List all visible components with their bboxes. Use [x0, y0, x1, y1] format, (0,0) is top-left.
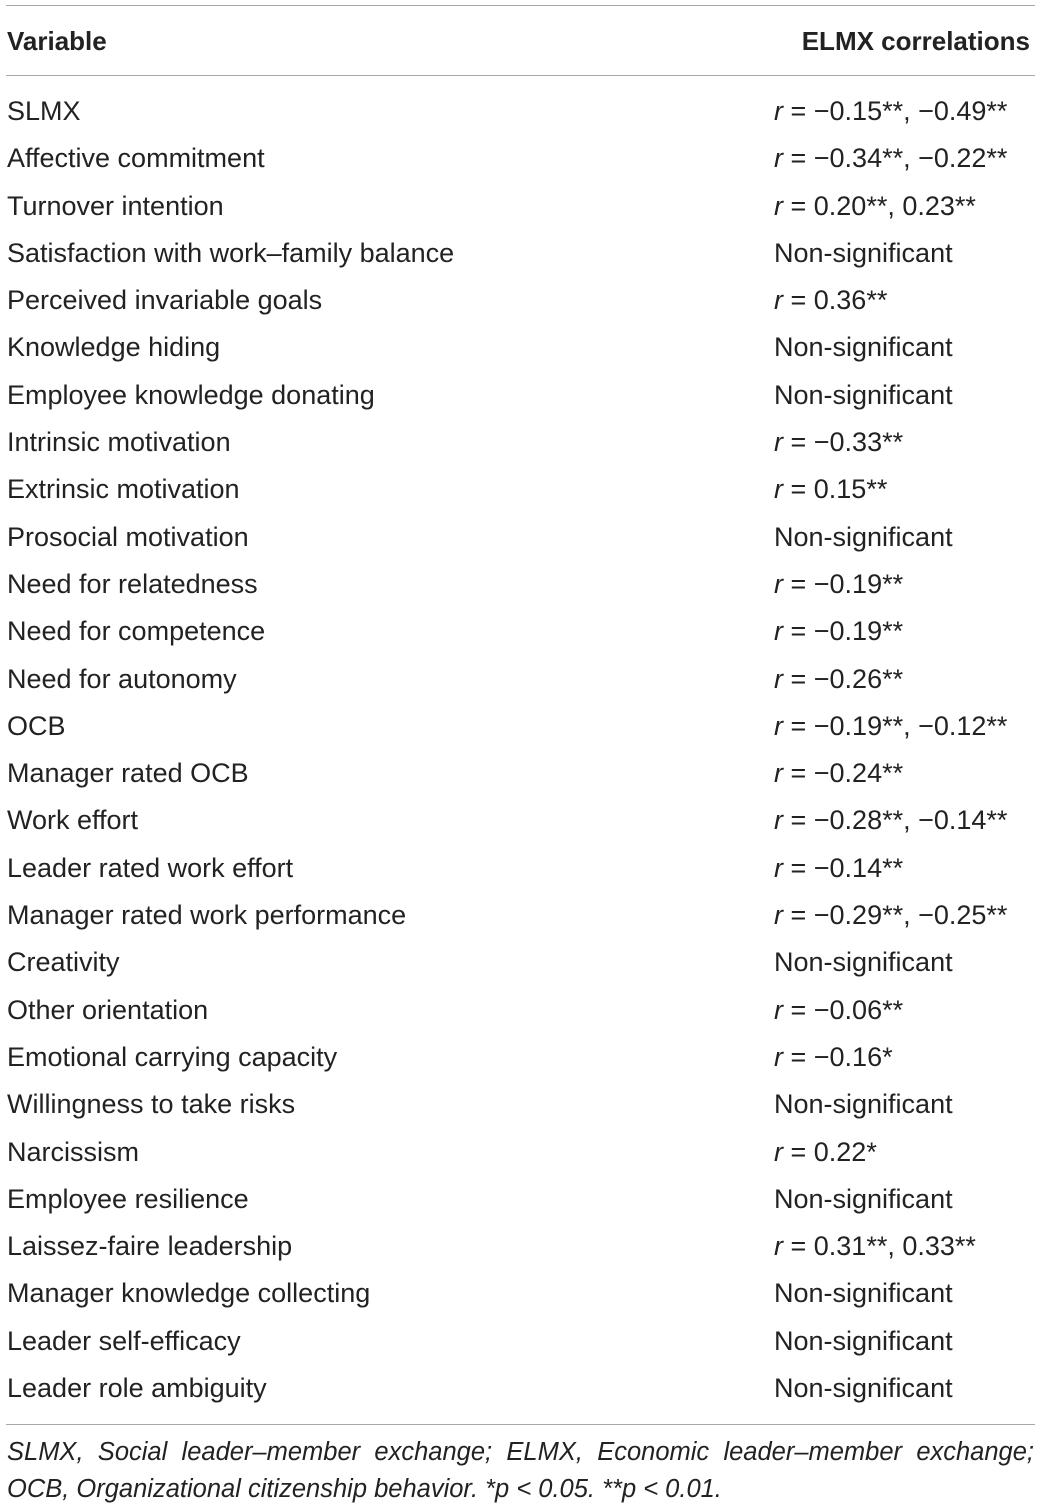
- correlation-cell: [774, 183, 976, 230]
- correlation-value: Non-significant: [774, 1089, 953, 1120]
- table-row: [0, 750, 1041, 797]
- table-row: [0, 183, 1041, 230]
- variable-cell: Manager rated work performance: [7, 900, 407, 931]
- correlation-cell: [774, 1176, 953, 1223]
- variable-cell: Work effort: [7, 805, 139, 836]
- table-row: [0, 372, 1041, 419]
- table-row: [0, 514, 1041, 561]
- variable-cell: Satisfaction with work–family balance: [7, 237, 455, 268]
- variable-cell: Employee knowledge donating: [7, 379, 375, 410]
- correlation-cell: [774, 1318, 953, 1365]
- correlation-cell: [774, 939, 953, 986]
- variable-cell: Other orientation: [7, 994, 209, 1025]
- table-row: [0, 230, 1041, 277]
- r-symbol: r: [774, 758, 783, 789]
- r-symbol: r: [774, 663, 783, 694]
- correlation-cell: [774, 1365, 953, 1412]
- correlation-cell: [774, 561, 903, 608]
- correlation-cell: [774, 987, 903, 1034]
- correlation-cell: [774, 372, 953, 419]
- correlation-cell: [774, 656, 903, 703]
- variable-cell: SLMX: [7, 96, 81, 126]
- r-symbol: r: [774, 427, 783, 458]
- table-row: [0, 1223, 1041, 1270]
- table-bottom-rule: [6, 1424, 1035, 1425]
- correlation-value: = 0.15**: [783, 474, 888, 505]
- correlation-value: = −0.16*: [783, 1041, 893, 1072]
- correlation-value: = −0.28**, −0.14**: [783, 805, 1008, 836]
- table-header-rule: [6, 75, 1035, 76]
- variable-cell: OCB: [7, 710, 66, 741]
- variable-cell: Need for competence: [7, 616, 266, 647]
- correlation-cell: [774, 277, 887, 324]
- table-top-rule: [6, 5, 1035, 6]
- variable-cell: Affective commitment: [7, 143, 265, 174]
- correlation-value: = −0.19**: [783, 616, 904, 647]
- table-row: [0, 845, 1041, 892]
- correlation-cell: [774, 608, 903, 655]
- r-symbol: r: [774, 568, 783, 599]
- correlation-cell: [774, 1129, 877, 1176]
- r-symbol: r: [774, 1041, 783, 1072]
- table-row: [0, 1081, 1041, 1128]
- variable-cell: Employee resilience: [7, 1183, 249, 1214]
- correlation-value: = −0.26**: [783, 663, 904, 694]
- r-symbol: r: [774, 805, 783, 836]
- correlation-cell: [774, 845, 903, 892]
- variable-cell: Leader rated work effort: [7, 852, 294, 883]
- r-symbol: r: [774, 994, 783, 1025]
- correlations-column-header: ELMX correlations: [801, 26, 1030, 56]
- correlation-value: = −0.33**: [783, 427, 904, 458]
- correlation-cell: [774, 1270, 953, 1317]
- table-row: [0, 892, 1041, 939]
- correlation-value: = −0.24**: [783, 758, 904, 789]
- correlation-cell: [774, 797, 1007, 844]
- r-symbol: r: [774, 190, 783, 221]
- table-row: [0, 88, 1041, 135]
- correlation-value: = −0.15**, −0.49**: [783, 96, 1008, 126]
- table-header-row: [0, 20, 1041, 62]
- table-row: [0, 656, 1041, 703]
- correlation-value: = 0.20**, 0.23**: [783, 190, 976, 221]
- correlation-value: Non-significant: [774, 947, 953, 978]
- variable-cell: Willingness to take risks: [7, 1089, 296, 1120]
- correlation-cell: [774, 892, 1007, 939]
- variable-cell: Prosocial motivation: [7, 521, 249, 552]
- table-row: [0, 797, 1041, 844]
- variable-column-header: Variable: [7, 26, 107, 56]
- r-symbol: r: [774, 710, 783, 741]
- correlation-cell: [774, 466, 887, 513]
- correlation-value: = 0.31**, 0.33**: [783, 1231, 976, 1262]
- correlation-value: = 0.36**: [783, 285, 888, 316]
- r-symbol: r: [774, 143, 783, 174]
- table-row: [0, 1129, 1041, 1176]
- correlation-value: = 0.22*: [783, 1136, 877, 1167]
- variable-cell: Need for autonomy: [7, 663, 237, 694]
- variable-cell: Emotional carrying capacity: [7, 1041, 338, 1072]
- table-row: [0, 987, 1041, 1034]
- table-row: [0, 277, 1041, 324]
- correlation-value: = −0.19**: [783, 568, 904, 599]
- r-symbol: r: [774, 285, 783, 316]
- correlation-cell: [774, 324, 953, 371]
- table-row: [0, 1365, 1041, 1412]
- correlation-value: = −0.19**, −0.12**: [783, 710, 1008, 741]
- variable-cell: Perceived invariable goals: [7, 285, 323, 316]
- table-row: [0, 939, 1041, 986]
- r-symbol: r: [774, 1136, 783, 1167]
- table-row: [0, 419, 1041, 466]
- correlation-cell: [774, 230, 953, 277]
- variable-cell: Creativity: [7, 947, 120, 978]
- variable-cell: Leader self-efficacy: [7, 1325, 241, 1356]
- correlation-value: = −0.34**, −0.22**: [783, 143, 1008, 174]
- correlation-value: = −0.06**: [783, 994, 904, 1025]
- table-body: [0, 88, 1041, 1412]
- correlation-cell: [774, 514, 953, 561]
- variable-cell: Intrinsic motivation: [7, 427, 231, 458]
- table-row: [0, 135, 1041, 182]
- correlation-value: Non-significant: [774, 332, 953, 363]
- variable-cell: Laissez-faire leadership: [7, 1231, 293, 1262]
- table-row: [0, 1034, 1041, 1081]
- correlation-value: Non-significant: [774, 521, 953, 552]
- correlation-cell: [774, 1034, 893, 1081]
- table-row: [0, 1318, 1041, 1365]
- variable-cell: Leader role ambiguity: [7, 1373, 267, 1404]
- table-row: [0, 324, 1041, 371]
- correlation-cell: [774, 419, 903, 466]
- table-row: [0, 466, 1041, 513]
- variable-cell: Manager rated OCB: [7, 758, 249, 789]
- correlation-value: = −0.14**: [783, 852, 904, 883]
- table-row: [0, 1270, 1041, 1317]
- variable-cell: Extrinsic motivation: [7, 474, 240, 505]
- r-symbol: r: [774, 900, 783, 931]
- correlation-value: Non-significant: [774, 1325, 953, 1356]
- table-row: [0, 608, 1041, 655]
- variable-cell: Narcissism: [7, 1136, 139, 1167]
- correlation-cell: [774, 135, 1007, 182]
- correlation-value: Non-significant: [774, 1183, 953, 1214]
- correlation-value: Non-significant: [774, 237, 953, 268]
- r-symbol: r: [774, 96, 783, 126]
- r-symbol: r: [774, 1231, 783, 1262]
- variable-cell: Knowledge hiding: [7, 332, 221, 363]
- table-row: [0, 703, 1041, 750]
- correlation-value: = −0.29**, −0.25**: [783, 900, 1008, 931]
- correlation-value: Non-significant: [774, 379, 953, 410]
- correlation-value: Non-significant: [774, 1278, 953, 1309]
- correlation-cell: [774, 88, 1007, 135]
- correlation-cell: [774, 1081, 953, 1128]
- table-row: [0, 1176, 1041, 1223]
- variable-cell: Need for relatedness: [7, 568, 258, 599]
- correlation-cell: [774, 703, 1007, 750]
- r-symbol: r: [774, 616, 783, 647]
- correlation-cell: [774, 1223, 976, 1270]
- variable-cell: Manager knowledge collecting: [7, 1278, 371, 1309]
- table-footnote: SLMX, Social leader–member exchange; ELMX, Economic leader–member exchange; OCB, Organizational citizenship behavior. *p < 0.05. **p < 0.01.: [7, 1438, 1034, 1503]
- correlation-cell: [774, 750, 903, 797]
- r-symbol: r: [774, 474, 783, 505]
- correlation-value: Non-significant: [774, 1373, 953, 1404]
- variable-cell: Turnover intention: [7, 190, 224, 221]
- table-row: [0, 561, 1041, 608]
- r-symbol: r: [774, 852, 783, 883]
